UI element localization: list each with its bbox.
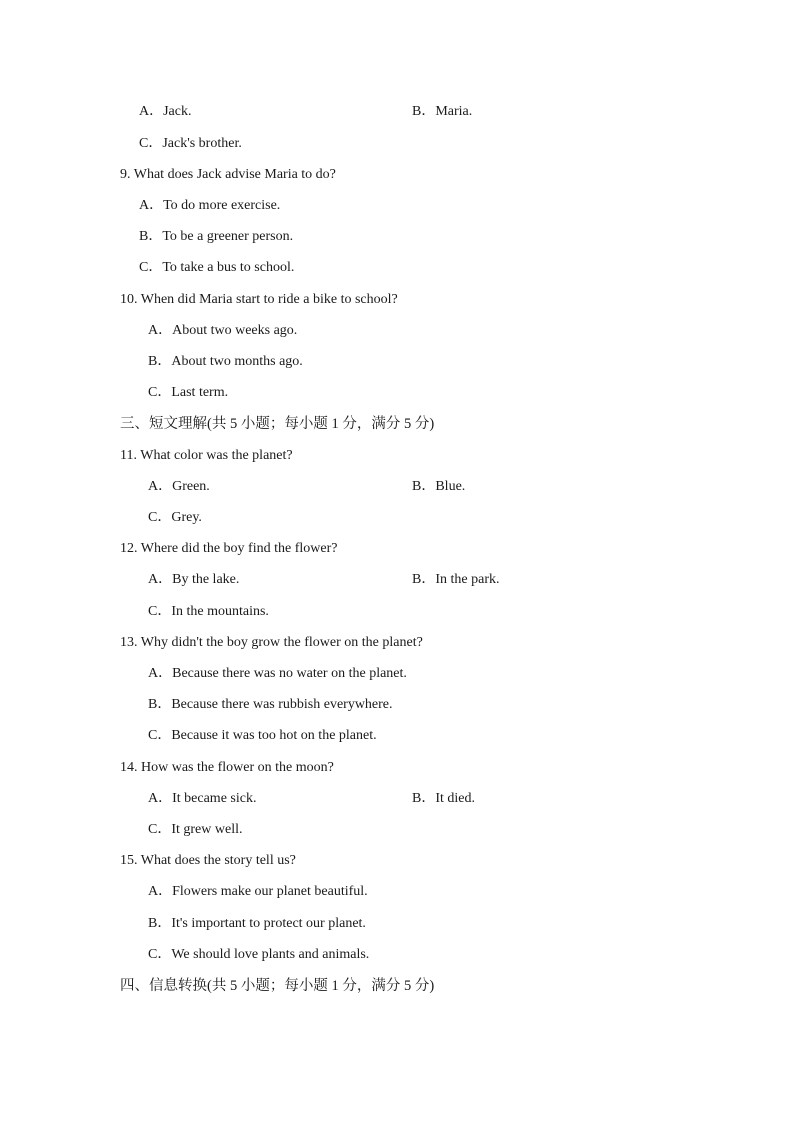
q11-option-b: B．Blue. xyxy=(412,479,466,494)
q12-option-b: B．In the park. xyxy=(412,572,500,587)
q14-option-b: B．It died. xyxy=(412,791,475,806)
q11-option-a: A．Green. xyxy=(148,479,210,494)
q15-option-c: C．We should love plants and animals. xyxy=(148,947,370,962)
q14-option-a: A．It became sick. xyxy=(148,791,257,806)
q15-option-a: A．Flowers make our planet beautiful. xyxy=(148,884,368,899)
q14-option-c: C．It grew well. xyxy=(148,822,243,837)
q10-option-c: C．Last term. xyxy=(148,385,229,400)
q10-question: 10. When did Maria start to ride a bike to school? xyxy=(120,292,398,307)
q10-option-a: A．About two weeks ago. xyxy=(148,323,298,338)
q15-question: 15. What does the story tell us? xyxy=(120,853,296,868)
q12-question: 12. Where did the boy find the flower? xyxy=(120,541,338,556)
section-heading-3: 三、短文理解(共 5 小题；每小题 1 分，满分 5 分) xyxy=(120,416,435,432)
section-heading-4: 四、信息转换(共 5 小题；每小题 1 分，满分 5 分) xyxy=(120,978,435,994)
q8-option-a: A．Jack. xyxy=(139,104,192,119)
q12-option-c: C．In the mountains. xyxy=(148,604,269,619)
q10-option-b: B．About two months ago. xyxy=(148,354,303,369)
q11-option-c: C．Grey. xyxy=(148,510,202,525)
q11-question: 11. What color was the planet? xyxy=(120,448,293,463)
q13-option-c: C．Because it was too hot on the planet. xyxy=(148,728,377,743)
q8-option-b: B．Maria. xyxy=(412,104,473,119)
q9-option-a: A．To do more exercise. xyxy=(139,198,281,213)
q13-question: 13. Why didn't the boy grow the flower on the planet? xyxy=(120,635,423,650)
q8-option-c: C．Jack's brother. xyxy=(139,136,242,151)
q12-option-a: A．By the lake. xyxy=(148,572,240,587)
q15-option-b: B．It's important to protect our planet. xyxy=(148,916,366,931)
q13-option-a: A．Because there was no water on the planet. xyxy=(148,666,407,681)
q9-option-b: B．To be a greener person. xyxy=(139,229,294,244)
q13-option-b: B．Because there was rubbish everywhere. xyxy=(148,697,393,712)
q9-option-c: C．To take a bus to school. xyxy=(139,260,295,275)
q14-question: 14. How was the flower on the moon? xyxy=(120,760,334,775)
q9-question: 9. What does Jack advise Maria to do? xyxy=(120,167,336,182)
